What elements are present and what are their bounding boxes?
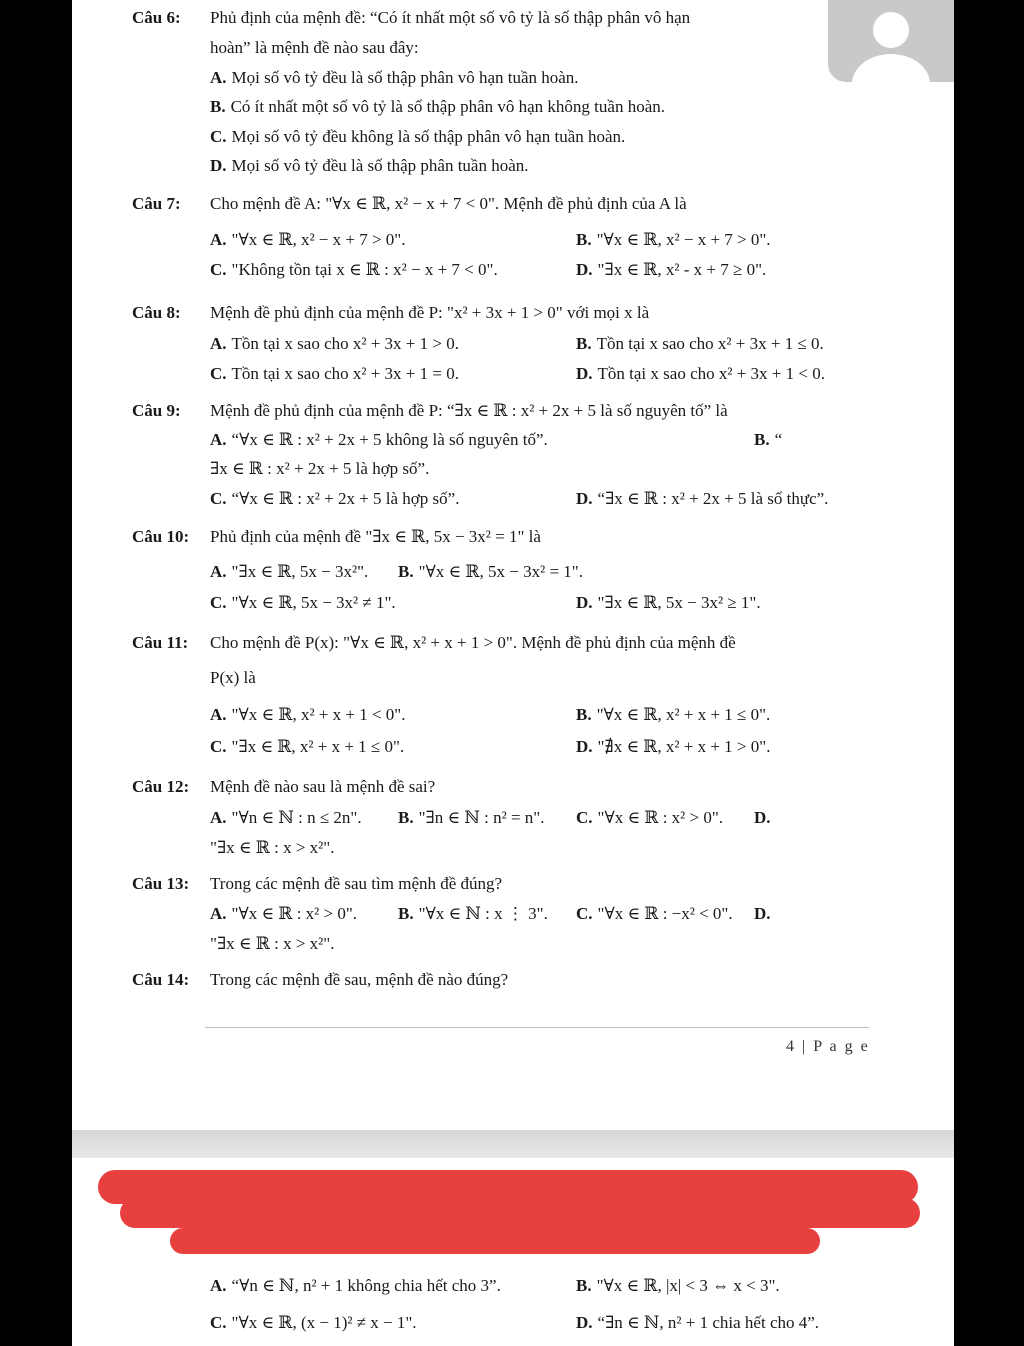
answer-option[interactable] [210,127,625,147]
question-number: Câu 13: [132,874,190,893]
answer-option[interactable] [210,593,396,613]
option-label: D. [576,489,593,508]
answer-option[interactable] [210,838,334,858]
option-label: B. [398,904,414,923]
option-text: "∀x ∈ ℝ, x² − x + 7 > 0". [231,230,406,249]
option-text: “∀x ∈ ℝ : x² + 2x + 5 không là số nguyên tố”. [231,430,548,449]
redaction-mark [120,1198,920,1228]
option-text: "∃x ∈ ℝ, x² + x + 1 ≤ 0". [231,737,405,756]
option-label: B. [210,97,226,116]
option-label: D. [576,593,593,612]
option-label: D. [576,1313,593,1332]
option-text: "∃n ∈ ℕ : n² = n". [418,808,545,827]
option-text: “∀n ∈ ℕ, n² + 1 không chia hết cho 3”. [231,1276,501,1295]
option-text: "∀x ∈ ℝ, 5x − 3x² ≠ 1". [231,593,396,612]
option-text: "∀x ∈ ℝ, x² + x + 1 ≤ 0". [596,705,771,724]
answer-option[interactable] [210,808,362,828]
question-text: Mệnh đề phủ định của mệnh đề P: "x² + 3x + 1 > 0" với mọi x là [210,303,650,322]
option-text: "∃x ∈ ℝ : x > x²". [210,934,335,953]
page-number: 4 | P a g e [786,1038,870,1055]
option-text: "∀x ∈ ℝ, (x − 1)² ≠ x − 1". [231,1313,417,1332]
option-label: A. [210,808,227,827]
option-label: C. [210,260,227,279]
option-label: C. [576,904,593,923]
question-number: Câu 9: [132,401,181,420]
option-text: "∀x ∈ ℕ : x ⋮ 3". [418,904,548,923]
answer-option[interactable] [398,562,583,582]
question-text: Trong các mệnh đề sau tìm mệnh đề đúng? [210,874,503,893]
option-label: C. [210,1313,227,1332]
option-label: C. [210,737,227,756]
option-label: B. [576,1276,592,1295]
option-text: "∀x ∈ ℝ : x² > 0". [231,904,358,923]
question-text: Mệnh đề nào sau là mệnh đề sai? [210,777,436,796]
option-text: "∀x ∈ ℝ, 5x − 3x² = 1". [418,562,583,581]
option-text: "∀n ∈ ℕ : n ≤ 2n". [231,808,362,827]
option-label: A. [210,1276,227,1295]
answer-option[interactable] [210,334,459,354]
answer-option[interactable] [576,808,723,828]
answer-option[interactable] [576,737,770,757]
answer-option[interactable] [210,230,406,250]
option-label: A. [210,68,227,87]
option-text: "∃x ∈ ℝ, 5x − 3x² ≥ 1". [597,593,761,612]
answer-option[interactable] [576,1313,819,1333]
option-label: A. [210,430,227,449]
question-text: Cho mệnh đề A: "∀x ∈ ℝ, x² − x + 7 < 0". Mệnh đề phủ định của A là [210,194,687,213]
option-label: B. [398,562,414,581]
question-number: Câu 11: [132,633,189,652]
question-text: Phủ định của mệnh đề: “Có ít nhất một số vô tỷ là số thập phân vô hạn [210,8,691,27]
option-label: B. [576,230,592,249]
option-text: ∃x ∈ ℝ : x² + 2x + 5 là hợp số”. [210,459,430,478]
answer-option[interactable] [210,364,459,384]
option-text: "∀x ∈ ℝ : x² > 0". [597,808,724,827]
option-text: "∀x ∈ ℝ : −x² < 0". [597,904,733,923]
footer-rule [205,1027,869,1028]
answer-option[interactable] [576,489,828,509]
question-text: P(x) là [210,668,256,687]
option-label: C. [210,364,227,383]
answer-option[interactable] [210,97,665,117]
question-text: Mệnh đề phủ định của mệnh đề P: “∃x ∈ ℝ : x² + 2x + 5 là số nguyên tố” là [210,401,728,420]
option-text: “∀x ∈ ℝ : x² + 2x + 5 là hợp số”. [231,489,460,508]
answer-option[interactable] [210,68,579,88]
answer-option[interactable] [576,904,733,924]
option-text: "∀x ∈ ℝ, x² − x + 7 > 0". [596,230,771,249]
answer-option[interactable] [576,1276,780,1296]
answer-option[interactable] [210,904,357,924]
answer-option[interactable] [754,808,776,828]
question-number: Câu 6: [132,8,181,27]
answer-option[interactable] [576,334,824,354]
question-number: Câu 10: [132,527,190,546]
answer-option[interactable] [754,430,782,450]
answer-option[interactable] [210,489,459,509]
option-label: C. [210,127,227,146]
answer-option[interactable] [576,230,771,250]
answer-option[interactable] [576,364,825,384]
page-break [72,1130,954,1158]
option-label: A. [210,334,227,353]
answer-option[interactable] [576,593,761,613]
answer-option[interactable] [576,705,770,725]
question-text: Cho mệnh đề P(x): "∀x ∈ ℝ, x² + x + 1 > 0". Mệnh đề phủ định của mệnh đề [210,633,736,652]
option-text: Tồn tại x sao cho x² + 3x + 1 = 0. [231,364,459,383]
option-label: A. [210,705,227,724]
option-label: C. [576,808,593,827]
option-label: B. [754,430,770,449]
option-text: "∄x ∈ ℝ, x² + x + 1 > 0". [597,737,771,756]
question-number: Câu 7: [132,194,181,213]
option-text: Tồn tại x sao cho x² + 3x + 1 > 0. [231,334,459,353]
answer-option[interactable] [210,1276,501,1296]
option-label: B. [576,705,592,724]
option-text: “∃n ∈ ℕ, n² + 1 chia hết cho 4”. [597,1313,820,1332]
option-label: D. [576,364,593,383]
answer-option[interactable] [210,737,404,757]
option-text: Có ít nhất một số vô tỷ là số thập phân vô hạn không tuần hoàn. [230,97,665,116]
redaction-mark [170,1228,820,1254]
option-label: A. [210,230,227,249]
option-text: Mọi số vô tỷ đều là số thập phân vô hạn tuần hoàn. [231,68,579,87]
answer-option[interactable] [210,1313,417,1333]
option-label: D. [576,737,593,756]
answer-option[interactable] [398,904,548,924]
option-text: Tồn tại x sao cho x² + 3x + 1 ≤ 0. [596,334,824,353]
option-text: "∃x ∈ ℝ, x² - x + 7 ≥ 0". [597,260,767,279]
option-label: B. [576,334,592,353]
answer-option[interactable] [210,156,529,176]
question-number: Câu 12: [132,777,190,796]
answer-option[interactable] [210,934,334,954]
option-label: D. [576,260,593,279]
option-text: Tồn tại x sao cho x² + 3x + 1 < 0. [597,364,825,383]
question-text: Phủ định của mệnh đề "∃x ∈ ℝ, 5x − 3x² = 1" là [210,527,541,546]
answer-option[interactable] [210,562,368,582]
question-text: Trong các mệnh đề sau, mệnh đề nào đúng? [210,970,509,989]
option-label: D. [754,808,771,827]
answer-option[interactable] [210,459,429,479]
option-text: “∃x ∈ ℝ : x² + 2x + 5 là số thực”. [597,489,829,508]
question-text: hoàn” là mệnh đề nào sau đây: [210,38,419,57]
option-label: A. [210,562,227,581]
option-label: D. [210,156,227,175]
option-text: "∃x ∈ ℝ, 5x − 3x²". [231,562,369,581]
question-number: Câu 14: [132,970,190,989]
answer-option[interactable] [210,430,548,450]
option-label: B. [398,808,414,827]
option-text: Mọi số vô tỷ đều không là số thập phân vô hạn tuần hoàn. [231,127,626,146]
answer-option[interactable] [210,705,406,725]
answer-option[interactable] [754,904,776,924]
option-label: C. [210,489,227,508]
option-text: "∀x ∈ ℝ, |x| < 3 ⇔ x < 3". [596,1276,780,1295]
option-text: "∃x ∈ ℝ : x > x²". [210,838,335,857]
option-label: D. [754,904,771,923]
answer-option[interactable] [576,260,766,280]
question-number: Câu 8: [132,303,181,322]
option-text: "Không tồn tại x ∈ ℝ : x² − x + 7 < 0". [231,260,498,279]
option-label: A. [210,904,227,923]
answer-option[interactable] [398,808,544,828]
answer-option[interactable] [210,260,498,280]
option-label: C. [210,593,227,612]
user-avatar-icon[interactable] [828,0,954,82]
option-text: “ [774,430,783,449]
option-text: "∀x ∈ ℝ, x² + x + 1 < 0". [231,705,406,724]
option-text: Mọi số vô tỷ đều là số thập phân tuần hoàn. [231,156,529,175]
